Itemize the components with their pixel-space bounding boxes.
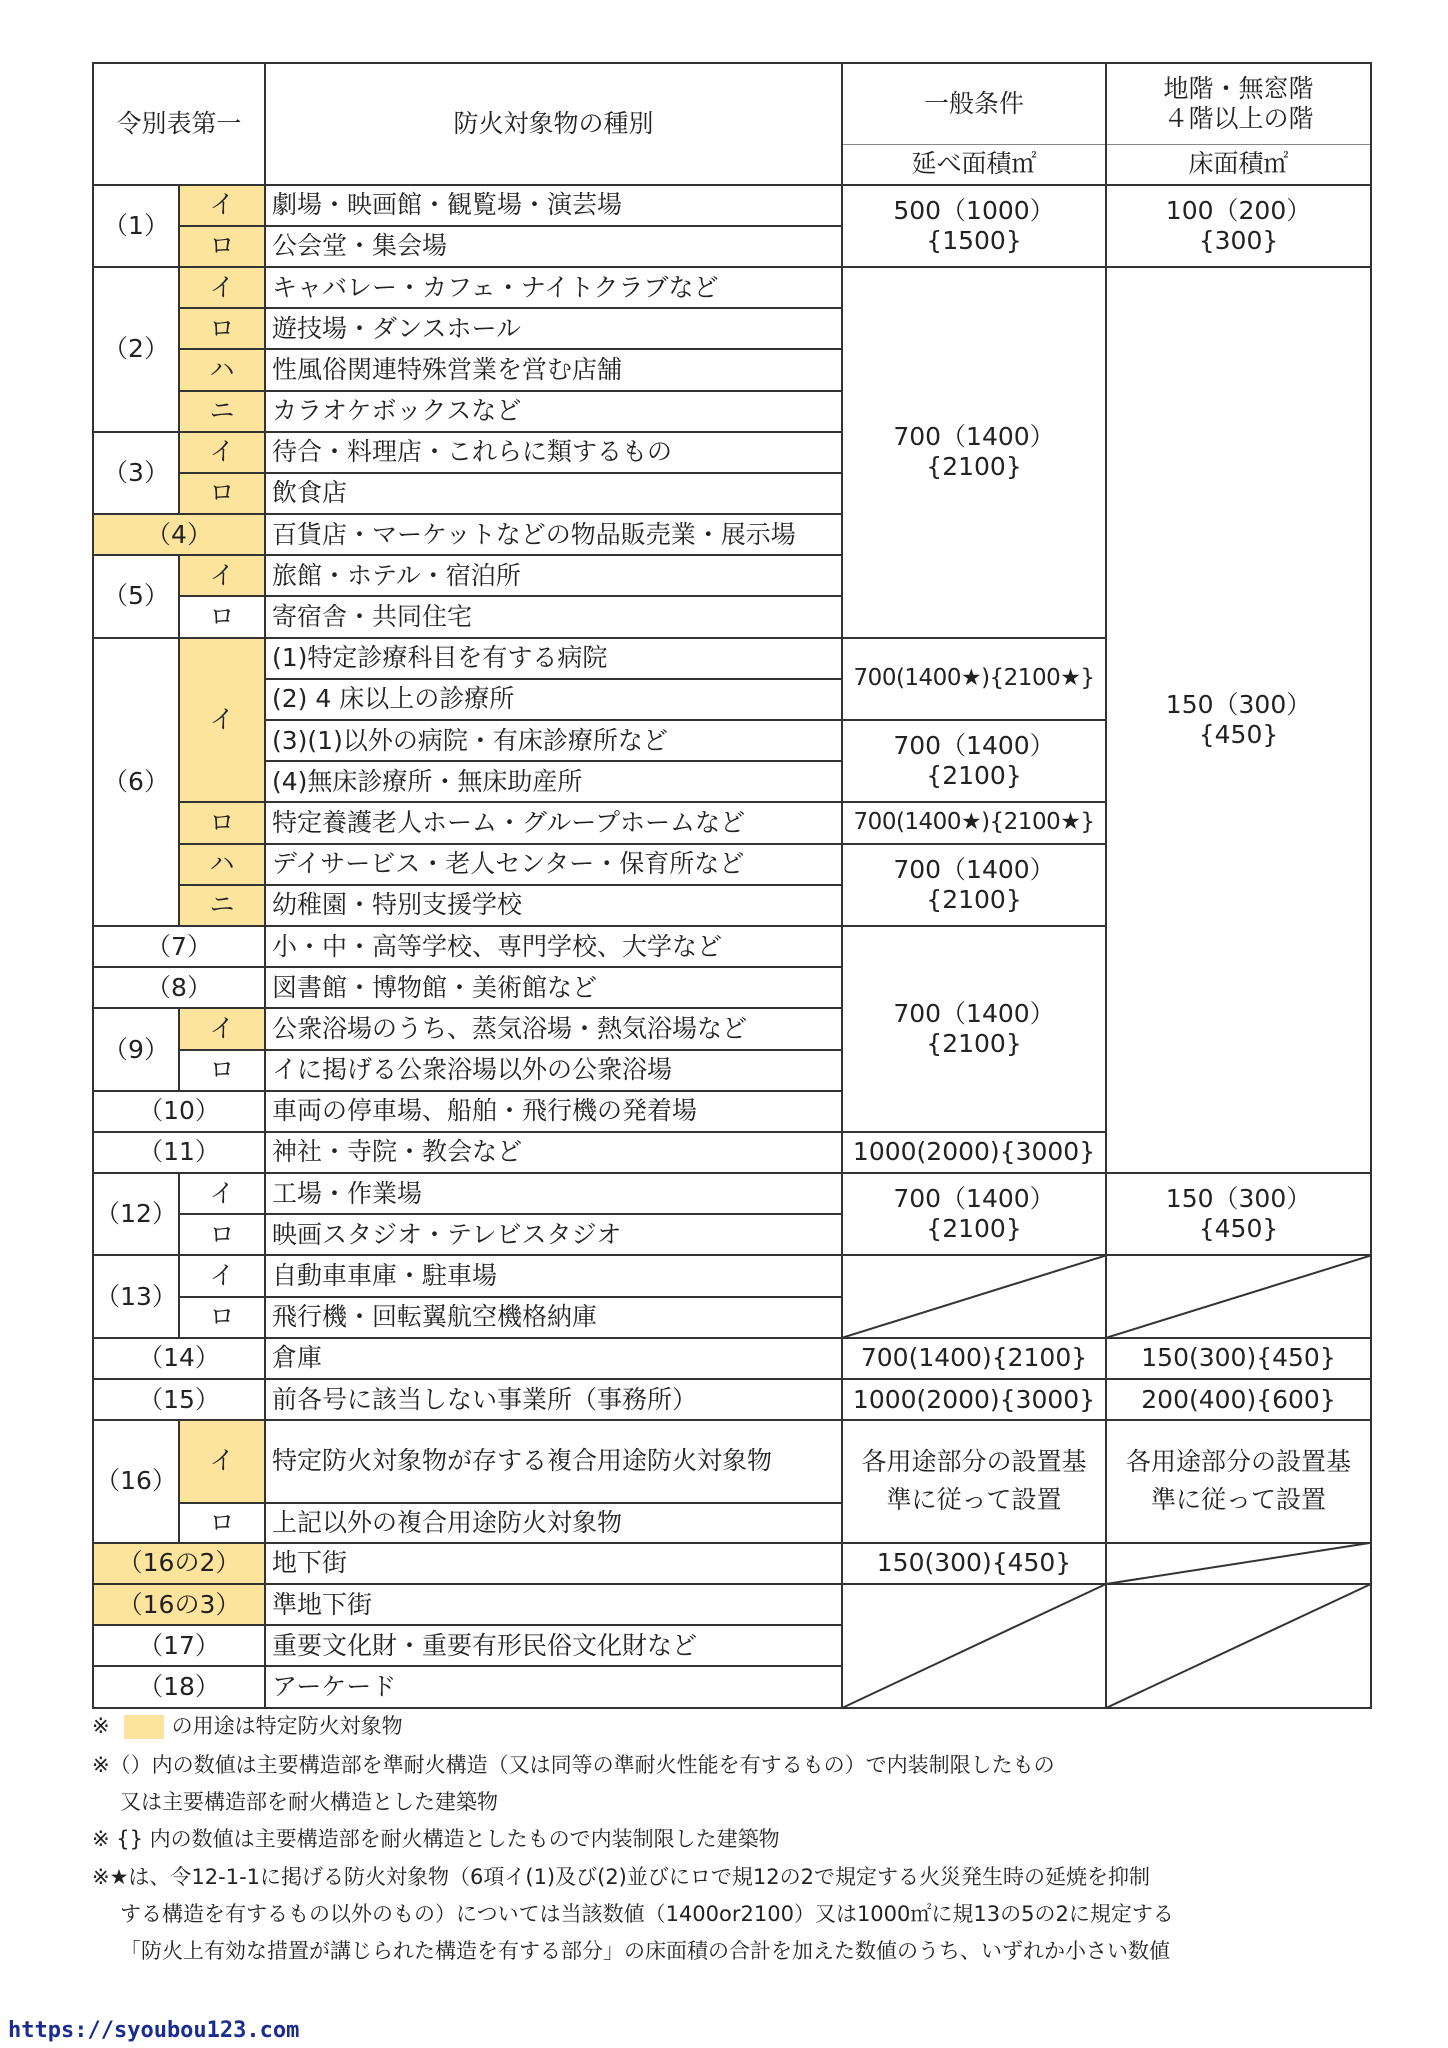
header-total-floor-area: 延べ面積㎡ [842, 144, 1106, 184]
type-name: 倉庫 [265, 1338, 842, 1379]
type-name: (3)(1)以外の病院・有床診療所など [265, 720, 842, 761]
note-star-cont: 「防火上有効な措置が講じられた構造を有する部分」の床面積の合計を加えた数値のうち、いずれか小さい数値 [120, 1939, 1170, 1963]
sub-i: イ [179, 1255, 265, 1296]
item-18: （18） [93, 1666, 265, 1708]
type-name: 自動車車庫・駐車場 [265, 1255, 842, 1296]
not-applicable-cell [842, 1584, 1106, 1708]
type-name: 幼稚園・特別支援学校 [265, 885, 842, 926]
sub-ro: ロ [179, 473, 265, 514]
note-star: ※★は、令12-1-1に掲げる防火対象物（6項イ(1)及び(2)並びにロで規12の2で規定する火災発生時の延焼を抑制 [92, 1865, 1150, 1889]
not-applicable-cell [1106, 1543, 1371, 1584]
sub-ro: ロ [179, 226, 265, 267]
floor-value: 各用途部分の設置基 準に従って設置 [1106, 1420, 1371, 1543]
item-16-2: （16の2） [93, 1543, 265, 1584]
item-1: （1） [93, 185, 179, 267]
header-basement-floor: 地階・無窓階 ４階以上の階 [1106, 63, 1371, 144]
type-name: 飛行機・回転翼航空機格納庫 [265, 1297, 842, 1338]
type-name: 百貨店・マーケットなどの物品販売業・展示場 [265, 514, 842, 555]
sub-ro: ロ [179, 308, 265, 349]
floor-value: 200(400){600} [1106, 1379, 1371, 1420]
sub-ni: ニ [179, 391, 265, 432]
sub-ro: ロ [179, 1503, 265, 1543]
type-name: (1)特定診療科目を有する病院 [265, 638, 842, 679]
type-name: 前各号に該当しない事業所（事務所） [265, 1379, 842, 1420]
type-name: 性風俗関連特殊営業を営む店舗 [265, 349, 842, 390]
note-highlight: ※ の用途は特定防火対象物 [92, 1714, 403, 1738]
type-name: 遊技場・ダンスホール [265, 308, 842, 349]
type-name: 神社・寺院・教会など [265, 1132, 842, 1173]
type-name: 地下街 [265, 1543, 842, 1584]
not-applicable-cell [842, 1255, 1106, 1337]
sub-ro: ロ [179, 1050, 265, 1091]
type-name: 劇場・映画館・観覧場・演芸場 [265, 185, 842, 226]
item-7: （7） [93, 926, 265, 967]
type-name: 工場・作業場 [265, 1173, 842, 1214]
sub-i: イ [179, 1420, 265, 1502]
floor-value: 150（300） {450} [1106, 267, 1371, 1173]
sub-ha: ハ [179, 349, 265, 390]
general-value: 700(1400★){2100★} [842, 638, 1106, 720]
item-9: （9） [93, 1008, 179, 1090]
note-braces: ※ {} 内の数値は主要構造部を耐火構造としたもので内装制限した建築物 [92, 1827, 780, 1851]
sub-ro: ロ [179, 596, 265, 637]
item-16-3: （16の3） [93, 1584, 265, 1625]
general-value: 700（1400） {2100} [842, 720, 1106, 802]
type-name: 準地下街 [265, 1584, 842, 1625]
general-value: 1000(2000){3000} [842, 1379, 1106, 1420]
general-value: 各用途部分の設置基 準に従って設置 [842, 1420, 1106, 1543]
item-5: （5） [93, 555, 179, 637]
type-name: カラオケボックスなど [265, 391, 842, 432]
type-name: (2) 4 床以上の診療所 [265, 679, 842, 720]
floor-value: 150（300） {450} [1106, 1173, 1371, 1255]
sub-ro: ロ [179, 1297, 265, 1338]
type-name: 小・中・高等学校、専門学校、大学など [265, 926, 842, 967]
note-star-cont: する構造を有するもの以外のもの）については当該数値（1400or2100）又は1000㎡に規13の5の2に規定する [120, 1902, 1174, 1926]
header-general-condition: 一般条件 [842, 63, 1106, 144]
item-13: （13） [93, 1255, 179, 1337]
type-name: 図書館・博物館・美術館など [265, 967, 842, 1008]
sub-i: イ [179, 432, 265, 473]
type-name: デイサービス・老人センター・保育所など [265, 844, 842, 885]
item-17: （17） [93, 1625, 265, 1666]
type-name: アーケード [265, 1666, 842, 1708]
type-name: 飲食店 [265, 473, 842, 514]
item-16: （16） [93, 1420, 179, 1543]
general-value: 700(1400){2100} [842, 1338, 1106, 1379]
type-name: 特定防火対象物が存する複合用途防火対象物 [265, 1420, 842, 1502]
sub-i: イ [179, 555, 265, 596]
type-name: 公会堂・集会場 [265, 226, 842, 267]
sub-i: イ [179, 185, 265, 226]
general-value: 700（1400） {2100} [842, 1173, 1106, 1255]
floor-value: 100（200） {300} [1106, 185, 1371, 267]
general-value: 150(300){450} [842, 1543, 1106, 1584]
item-15: （15） [93, 1379, 265, 1420]
general-value: 1000(2000){3000} [842, 1132, 1106, 1173]
type-name: 寄宿舎・共同住宅 [265, 596, 842, 637]
type-name: 上記以外の複合用途防火対象物 [265, 1503, 842, 1543]
type-name: (4)無床診療所・無床助産所 [265, 761, 842, 802]
general-value: 700（1400） {2100} [842, 926, 1106, 1132]
type-name: 映画スタジオ・テレビスタジオ [265, 1214, 842, 1255]
note-parentheses: ※（）内の数値は主要構造部を準耐火構造（又は同等の準耐火性能を有するもの）で内装制限したもの [92, 1753, 1055, 1777]
item-12: （12） [93, 1173, 179, 1255]
sub-i: イ [179, 1008, 265, 1049]
highlight-swatch [124, 1715, 164, 1739]
sub-ha: ハ [179, 844, 265, 885]
item-4: （4） [93, 514, 265, 555]
item-6: （6） [93, 638, 179, 926]
type-name: キャバレー・カフェ・ナイトクラブなど [265, 267, 842, 308]
type-name: 旅館・ホテル・宿泊所 [265, 555, 842, 596]
sub-ni: ニ [179, 885, 265, 926]
not-applicable-cell [1106, 1584, 1371, 1708]
item-3: （3） [93, 432, 179, 514]
sub-i: イ [179, 1173, 265, 1214]
note-parentheses-cont: 又は主要構造部を耐火構造とした建築物 [120, 1790, 498, 1814]
general-value: 700（1400） {2100} [842, 267, 1106, 638]
general-value: 700（1400） {2100} [842, 844, 1106, 926]
header-building-type: 防火対象物の種別 [265, 63, 842, 185]
sub-i: イ [179, 638, 265, 803]
type-name: 重要文化財・重要有形民俗文化財など [265, 1625, 842, 1666]
sub-ro: ロ [179, 1214, 265, 1255]
type-name: 車両の停車場、船舶・飛行機の発着場 [265, 1091, 842, 1132]
sub-i: イ [179, 267, 265, 308]
general-value: 700(1400★){2100★} [842, 802, 1106, 843]
item-2: （2） [93, 267, 179, 432]
fire-prevention-table [92, 62, 1372, 1709]
general-value: 500（1000） {1500} [842, 185, 1106, 267]
item-14: （14） [93, 1338, 265, 1379]
type-name: イに掲げる公衆浴場以外の公衆浴場 [265, 1050, 842, 1091]
item-8: （8） [93, 967, 265, 1008]
not-applicable-cell [1106, 1255, 1371, 1337]
site-url[interactable]: https://syoubou123.com [8, 2018, 300, 2043]
item-10: （10） [93, 1091, 265, 1132]
type-name: 待合・料理店・これらに類するもの [265, 432, 842, 473]
sub-ro: ロ [179, 802, 265, 843]
header-floor-area: 床面積㎡ [1106, 144, 1371, 184]
floor-value: 150(300){450} [1106, 1338, 1371, 1379]
type-name: 特定養護老人ホーム・グループホームなど [265, 802, 842, 843]
header-ordinance-table: 令別表第一 [93, 63, 265, 185]
type-name: 公衆浴場のうち、蒸気浴場・熱気浴場など [265, 1008, 842, 1049]
item-11: （11） [93, 1132, 265, 1173]
